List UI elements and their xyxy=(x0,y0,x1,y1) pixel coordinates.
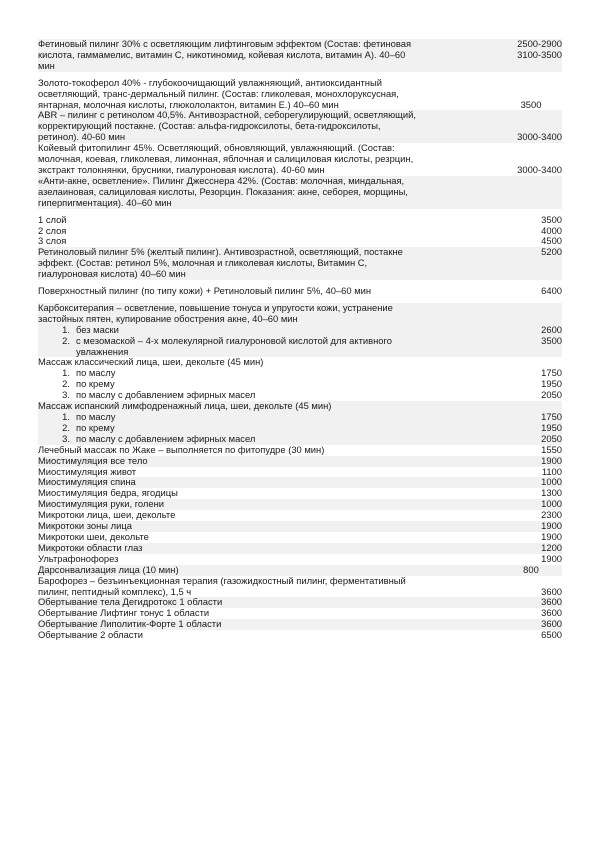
service-row xyxy=(38,401,562,445)
description-line: Массаж испанский лимфодренажный лица, шеи, декольте (45 мин) xyxy=(38,401,332,412)
service-price: 800 xyxy=(523,563,539,575)
service-price: 1900 xyxy=(541,520,562,532)
description-line: кислота, гаммамелис, витамин С, никотиномид, койевая кислота, витамин А). 40–60 xyxy=(38,49,406,60)
service-price: 3000-3400 xyxy=(517,163,562,175)
price-value xyxy=(500,303,562,314)
description-line: янтарная, молочная кислоты, глюкололактон, витамин Е.) 40–60 мин xyxy=(38,99,339,110)
option-item xyxy=(38,336,490,358)
price-value: 2500-2900 xyxy=(517,38,562,49)
option-number: 1. xyxy=(62,367,70,379)
description-line: Карбокситерапия – осветление, повышение тонуса и упругости кожи, устранение xyxy=(38,302,393,313)
service-row xyxy=(38,445,562,456)
service-row xyxy=(38,303,562,358)
service-description: 1 слой xyxy=(38,213,67,225)
description-line: застойных пятен, купирование обострения акне, 40–60 мин xyxy=(38,313,298,324)
service-description xyxy=(38,110,500,143)
service-row xyxy=(38,286,562,297)
option-number: 1. xyxy=(62,323,70,335)
price-value: 3500 xyxy=(541,334,562,346)
service-price xyxy=(500,401,562,445)
service-description xyxy=(38,247,500,280)
service-row xyxy=(38,456,562,467)
service-description: Обертывание 2 области xyxy=(38,629,144,641)
service-price: 3600 xyxy=(541,585,562,597)
description-line: Массаж классический лица, шеи, декольте (45 мин) xyxy=(38,357,264,368)
service-description xyxy=(38,78,500,111)
option-label: без маски xyxy=(76,323,119,335)
service-description: Миостимуляция все тело xyxy=(38,454,148,466)
service-description: Ультрафонофорез xyxy=(38,552,119,564)
service-description: Миостимуляция бедра, ягодицы xyxy=(38,487,178,499)
service-description: Миостимуляция спина xyxy=(38,476,136,488)
service-price: 2300 xyxy=(541,509,562,521)
service-price: 1900 xyxy=(541,552,562,564)
service-description xyxy=(38,576,500,598)
service-price: 1300 xyxy=(541,487,562,499)
service-description: 2 слоя xyxy=(38,224,67,236)
service-price: 3000-3400 xyxy=(517,131,562,143)
description-line: «Анти-акне, осветление». Пилинг Джесснера 42%. (Состав: молочная, миндальная, xyxy=(38,175,405,186)
service-row xyxy=(38,110,562,143)
price-value: 2050 xyxy=(541,432,562,444)
service-price: 1000 xyxy=(541,498,562,510)
description-line: гиалуроновая кислота) 40–60 мин xyxy=(38,269,186,280)
service-price: 1200 xyxy=(541,541,562,553)
service-description: Миостимуляция живот xyxy=(38,465,137,477)
option-number: 2. xyxy=(62,421,70,433)
option-label: по маслу с добавлением эфирных масел xyxy=(76,432,256,444)
service-price: 5200 xyxy=(541,246,562,258)
option-number: 3. xyxy=(62,432,70,444)
service-description: Дарсонвализация лица (10 мин) xyxy=(38,563,179,575)
service-row xyxy=(38,226,562,237)
service-row xyxy=(38,176,562,209)
service-description: Микротоки шеи, декольте xyxy=(38,530,149,542)
service-price: 1000 xyxy=(541,476,562,488)
description-line: мин xyxy=(38,60,55,71)
service-description: 3 слоя xyxy=(38,235,67,247)
option-number: 2. xyxy=(62,334,70,346)
service-row xyxy=(38,143,562,176)
service-description xyxy=(38,357,500,401)
service-price: 3500 xyxy=(541,213,562,225)
description-line: Койевый фитопилинг 45%. Осветляющий, обновляющий, увлажняющий. (Состав: xyxy=(38,143,395,154)
price-value: 1750 xyxy=(541,411,562,422)
option-label: по крему xyxy=(76,421,115,433)
service-row xyxy=(38,236,562,247)
service-price: 3600 xyxy=(541,618,562,630)
service-description: Обертывание тела Дегидротокс 1 области xyxy=(38,596,223,608)
service-price: 3600 xyxy=(541,607,562,619)
service-price: 4500 xyxy=(541,235,562,247)
description-line: экстракт толокнянки, брусники, гиалуроновая кислота). 40-60 мин xyxy=(38,164,325,175)
option-item xyxy=(38,390,490,401)
description-line: с мезомаской – 4-х молекулярной гиалуроновой кислотой для активного xyxy=(76,334,392,346)
service-price: 6400 xyxy=(541,285,562,297)
price-value: 1750 xyxy=(541,367,562,379)
service-price: 6500 xyxy=(541,629,562,641)
service-description xyxy=(38,143,500,176)
price-value: 2050 xyxy=(541,389,562,401)
description-line: Золото-токоферол 40% - глубокоочищающий увлажняющий, антиоксидантный xyxy=(38,77,382,88)
description-line: гиперпигментация). 40–60 мин xyxy=(38,197,172,208)
service-price xyxy=(500,357,562,401)
description-line: корректирующий постакне. (Состав: альфа-гидроксилоты, бета-гидроксилоты, xyxy=(38,121,381,132)
service-description: Миостимуляция руки, голени xyxy=(38,498,165,510)
price-value: 1950 xyxy=(541,421,562,433)
option-label: по маслу xyxy=(76,411,116,422)
description-line: пилинг, пептидный комплекс), 1,5 ч xyxy=(38,586,192,597)
service-price: 3600 xyxy=(541,596,562,608)
service-description: Обертывание Лифтинг тонус 1 области xyxy=(38,607,210,619)
description-line: Ретиноловый пилинг 5% (желтый пилинг). Антивозрастной, осветляющий, постакне xyxy=(38,247,403,258)
service-description: Микротоки зоны лица xyxy=(38,520,132,532)
option-label: по маслу xyxy=(76,367,116,379)
service-description xyxy=(38,303,500,358)
service-price: 4000 xyxy=(541,224,562,236)
service-price: 1550 xyxy=(541,443,562,455)
service-row xyxy=(38,565,562,576)
option-number: 2. xyxy=(62,378,70,390)
description-line: Барофорез – безъинъекционная терапия (газожидкостный пилинг, ферментативный xyxy=(38,575,406,586)
price-list xyxy=(38,39,562,641)
service-description: Микротоки лица, шеи, декольте xyxy=(38,509,176,521)
price-value: 2600 xyxy=(541,323,562,335)
description-line: осветляющий, транс-дермальный пилинг. (Состав: гликолевая, монохлоруксусная, xyxy=(38,88,399,99)
service-description: Поверхностный пилинг (по типу кожи) + Ретиноловый пилинг 5%, 40–60 мин xyxy=(38,285,372,297)
option-label: по маслу с добавлением эфирных масел xyxy=(76,389,256,401)
service-description xyxy=(38,401,500,445)
description-line: Фетиновый пилинг 30% с осветляющим лифтинговым эффектом (Состав: фетиновая xyxy=(38,39,412,49)
service-row xyxy=(38,357,562,401)
price-value: 3100-3500 xyxy=(517,48,562,60)
service-description: Микротоки области глаз xyxy=(38,541,143,553)
option-number: 3. xyxy=(62,389,70,401)
option-number: 1. xyxy=(62,411,70,422)
service-price: 3500 xyxy=(520,98,542,110)
service-description: Лечебный массаж по Жаке – выполняется по фитопудре (30 мин) xyxy=(38,443,325,455)
service-price: 1100 xyxy=(541,465,562,477)
service-price xyxy=(500,303,562,347)
option-label: по крему xyxy=(76,378,115,390)
description-line: ABR – пилинг с ретинолом 40,5%. Антивозрастной, себорегулирующий, осветляющий, xyxy=(38,110,416,121)
service-row xyxy=(38,630,562,641)
service-description xyxy=(38,39,500,72)
service-price xyxy=(500,39,562,61)
description-line: ретинол). 40-60 мин xyxy=(38,132,126,143)
description-line: увлажнения xyxy=(76,345,129,357)
service-row xyxy=(38,39,562,72)
option-label xyxy=(76,336,490,358)
service-row xyxy=(38,247,562,280)
service-price: 1900 xyxy=(541,454,562,466)
service-row xyxy=(38,78,562,111)
service-row xyxy=(38,576,562,598)
description-line: молочная, коевая, гликолевая, лимонная, яблочная и салициловая кислоты, резрцин, xyxy=(38,154,414,165)
description-line: азелаиновая, салициловая кислоты, Резорцин. Показания: акне, себорея, морщины, xyxy=(38,186,408,197)
service-description xyxy=(38,176,500,209)
service-description: Обертывание Липолитик-Форте 1 области xyxy=(38,618,222,630)
description-line: эффект. (Состав: ретинол 5%, молочная и гликолевая кислоты, Витамин С, xyxy=(38,258,368,269)
service-price: 1900 xyxy=(541,530,562,542)
service-row xyxy=(38,215,562,226)
price-value: 1950 xyxy=(541,378,562,390)
